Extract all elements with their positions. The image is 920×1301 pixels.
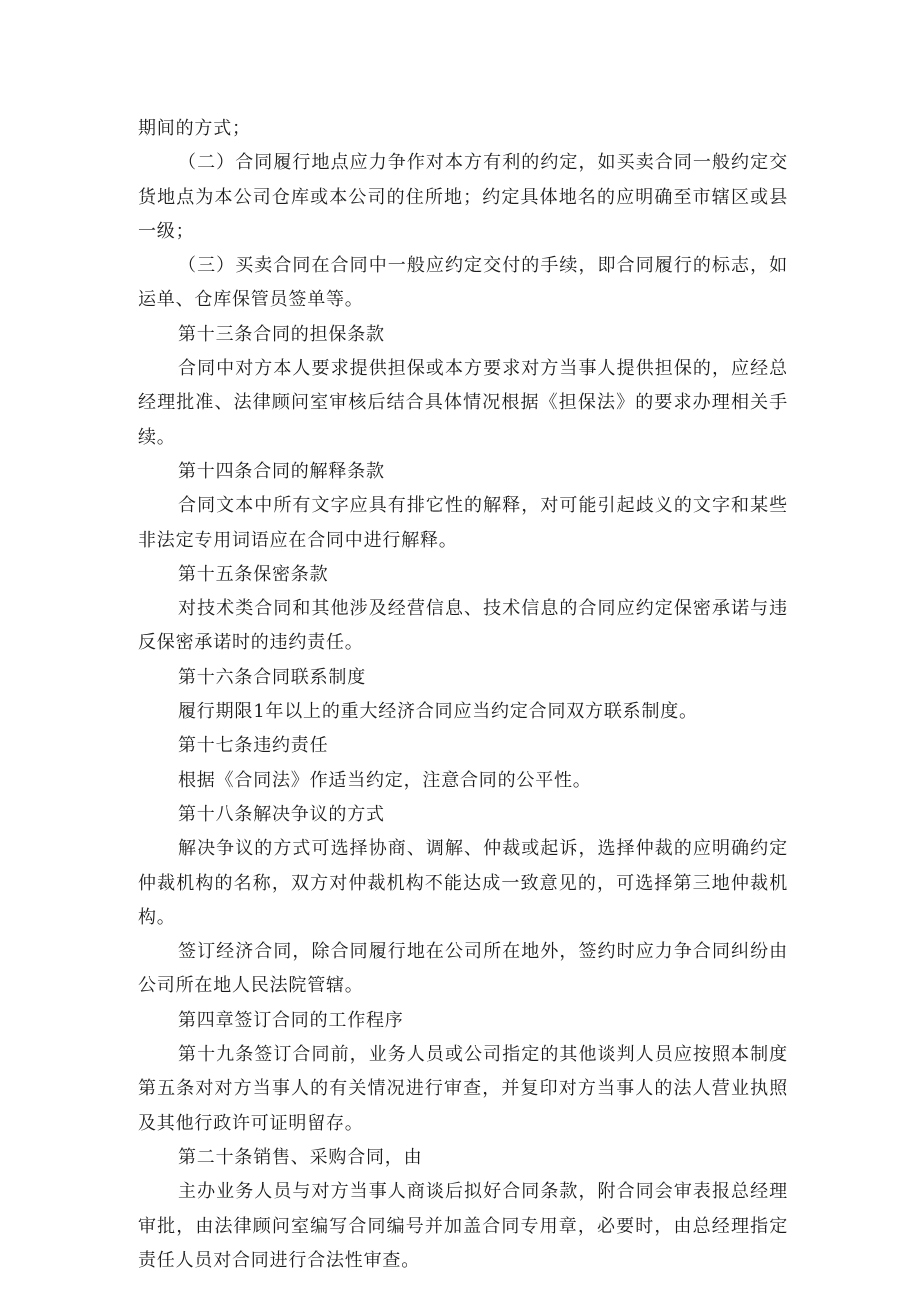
article-19-body: 第十九条签订合同前，业务人员或公司指定的其他谈判人员应按照本制度第五条对对方当事人的有关情况进行审查，并复印对方当事人的法人营业执照及其他行政许可证明留存。 [138, 1044, 788, 1134]
article-13-body: 合同中对方本人要求提供担保或本方要求对方当事人提供担保的，应经总经理批准、法律顾问室审核后结合具体情况根据《担保法》的要求办理相关手续。 [138, 358, 788, 448]
article-18-body: 解决争议的方式可选择协商、调解、仲裁或起诉，选择仲裁的应明确约定仲裁机构的名称，双方对仲裁机构不能达成一致意见的，可选择第三地仲裁机构。 [138, 838, 788, 928]
paragraph-item-2: （二）合同履行地点应力争作对本方有利的约定，如买卖合同一般约定交货地点为本公司仓库或本公司的住所地；约定具体地名的应明确至市辖区或县一级； [138, 152, 788, 242]
article-17-body: 根据《合同法》作适当约定，注意合同的公平性。 [178, 769, 592, 791]
article-18-heading: 第十八条解决争议的方式 [178, 803, 385, 825]
article-16-heading: 第十六条合同联系制度 [178, 666, 366, 688]
article-14-body: 合同文本中所有文字应具有排它性的解释，对可能引起歧义的文字和某些非法定专用词语应在合同中进行解释。 [138, 495, 788, 551]
article-15-heading: 第十五条保密条款 [178, 563, 329, 585]
document-body [138, 112, 788, 1278]
article-14-heading: 第十四条合同的解释条款 [178, 460, 385, 482]
article-16-body: 履行期限1年以上的重大经济合同应当约定合同双方联系制度。 [178, 701, 698, 723]
article-20-body: 主办业务人员与对方当事人商谈后拟好合同条款，附合同会审表报总经理审批，由法律顾问室编写合同编号并加盖合同专用章，必要时，由总经理指定责任人员对合同进行合法性审查。 [138, 1181, 788, 1271]
article-20-heading: 第二十条销售、采购合同，由 [178, 1146, 423, 1168]
article-17-heading: 第十七条违约责任 [178, 735, 329, 757]
article-15-body: 对技术类合同和其他涉及经营信息、技术信息的合同应约定保密承诺与违反保密承诺时的违约责任。 [138, 598, 788, 654]
article-13-heading: 第十三条合同的担保条款 [178, 323, 385, 345]
paragraph-item-3: （三）买卖合同在合同中一般应约定交付的手续，即合同履行的标志，如运单、仓库保管员签单等。 [138, 255, 788, 311]
article-18-body-2: 签订经济合同，除合同履行地在公司所在地外，签约时应力争合同纠纷由公司所在地人民法院管辖。 [138, 941, 788, 997]
chapter-4-heading: 第四章签订合同的工作程序 [178, 1009, 404, 1031]
paragraph-continuation: 期间的方式； [138, 118, 251, 139]
